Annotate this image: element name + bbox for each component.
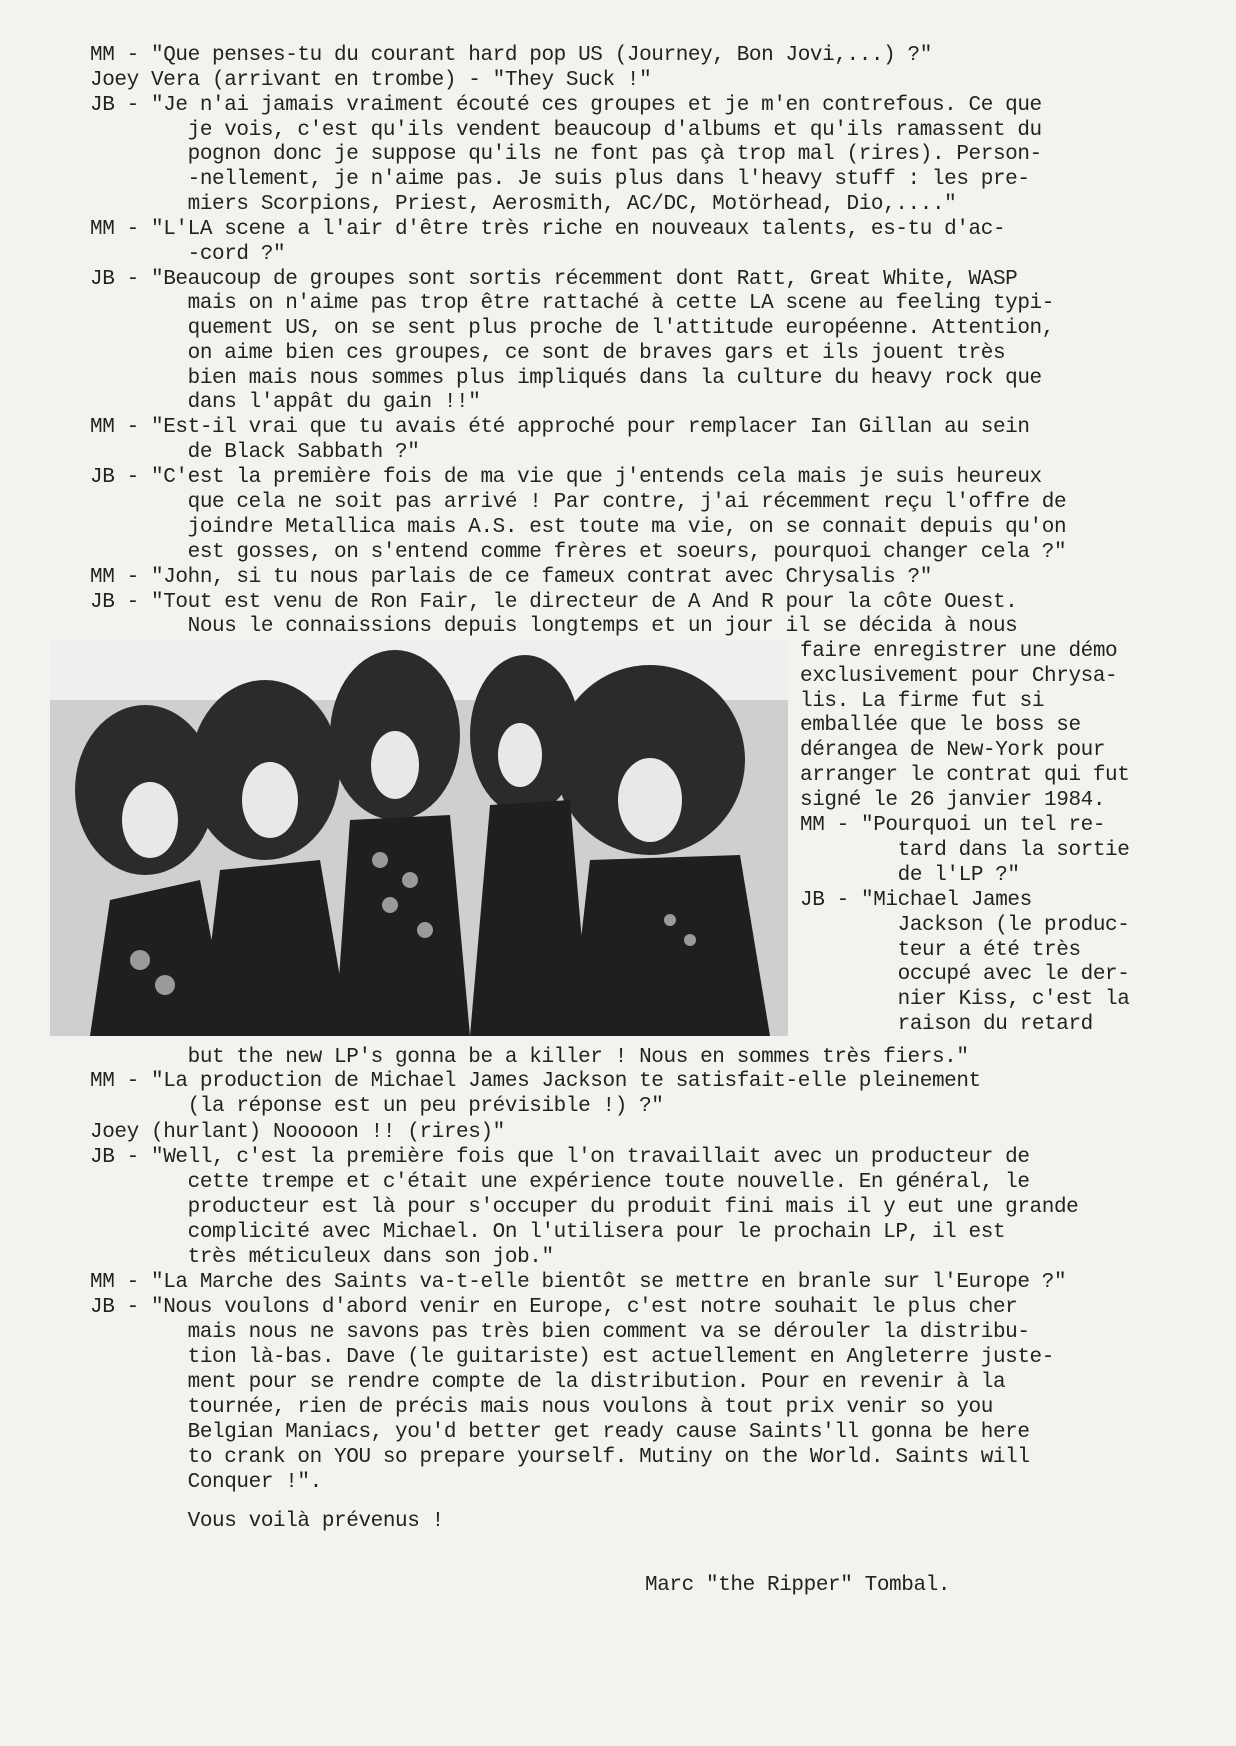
text-line: Joey (hurlant) Nooooon !! (rires)"	[90, 1121, 505, 1144]
text-line: but the new LP's gonna be a killer ! Nous en sommes très fiers."	[90, 1046, 969, 1069]
text-line: pognon donc je suppose qu'ils ne font pas çà trop mal (rires). Person-	[90, 143, 1042, 166]
text-line: Belgian Maniacs, you'd better get ready cause Saints'll gonna be here	[90, 1421, 1030, 1444]
text-line: MM - "Est-il vrai que tu avais été approché pour remplacer Ian Gillan au sein	[90, 416, 1030, 439]
text-line: dans l'appât du gain !!"	[90, 391, 481, 414]
text-line: que cela ne soit pas arrivé ! Par contre, j'ai récemment reçu l'offre de	[90, 491, 1067, 514]
text-line: Nous le connaissions depuis longtemps et un jour il se décida à nous	[90, 615, 1018, 638]
text-line: JB - "Well, c'est la première fois que l'on travaillait avec un producteur de	[90, 1146, 1030, 1169]
text-line: tion là-bas. Dave (le guitariste) est actuellement en Angleterre juste-	[90, 1346, 1054, 1369]
text-line: joindre Metallica mais A.S. est toute ma vie, on se connait depuis qu'on	[90, 516, 1067, 539]
text-line: Joey Vera (arrivant en trombe) - "They Suck !"	[90, 69, 652, 92]
text-line: est gosses, on s'entend comme frères et soeurs, pourquoi changer cela ?"	[90, 541, 1067, 564]
side-text-line: exclusivement pour Chrysa-	[800, 665, 1118, 688]
text-line: Conquer !".	[90, 1471, 322, 1494]
side-text-line: JB - "Michael James	[800, 889, 1032, 912]
text-line: je vois, c'est qu'ils vendent beaucoup d'albums et qu'ils ramassent du	[90, 119, 1042, 142]
text-line: de Black Sabbath ?"	[90, 441, 420, 464]
text-line: mais nous ne savons pas très bien comment va se dérouler la distribu-	[90, 1321, 1030, 1344]
text-line: MM - "L'LA scene a l'air d'être très riche en nouveaux talents, es-tu d'ac-	[90, 218, 1006, 241]
text-line: ment pour se rendre compte de la distribution. Pour en revenir à la	[90, 1371, 1006, 1394]
band-photo-graphic	[50, 640, 788, 1036]
text-line: JB - "Nous voulons d'abord venir en Europe, c'est notre souhait le plus cher	[90, 1296, 1018, 1319]
text-line: JB - "C'est la première fois de ma vie que j'entends cela mais je suis heureux	[90, 466, 1042, 489]
side-text-line: teur a été très	[800, 939, 1081, 962]
side-text-line: nier Kiss, c'est la	[800, 988, 1130, 1011]
text-line: to crank on YOU so prepare yourself. Mutiny on the World. Saints will	[90, 1446, 1030, 1469]
text-line: producteur est là pour s'occuper du produit fini mais il y eut une grande	[90, 1196, 1079, 1219]
side-text-line: raison du retard	[800, 1013, 1093, 1036]
text-line: miers Scorpions, Priest, Aerosmith, AC/DC, Motörhead, Dio,...."	[90, 193, 957, 216]
side-text-line: tard dans la sortie	[800, 839, 1130, 862]
side-text-line: signé le 26 janvier 1984.	[800, 789, 1106, 812]
text-line: très méticuleux dans son job."	[90, 1246, 554, 1269]
text-line: (la réponse est un peu prévisible !) ?"	[90, 1095, 664, 1118]
side-text-line: lis. La firme fut si	[800, 690, 1045, 713]
text-line: bien mais nous sommes plus impliqués dans la culture du heavy rock que	[90, 367, 1042, 390]
text-line: JB - "Je n'ai jamais vraiment écouté ces groupes et je m'en contrefous. Ce que	[90, 94, 1042, 117]
text-line: -cord ?"	[90, 243, 286, 266]
side-text-line: emballée que le boss se	[800, 714, 1081, 737]
side-text-line: arranger le contrat qui fut	[800, 764, 1130, 787]
text-line: MM - "John, si tu nous parlais de ce fameux contrat avec Chrysalis ?"	[90, 566, 932, 589]
text-line: MM - "La Marche des Saints va-t-elle bientôt se mettre en branle sur l'Europe ?"	[90, 1271, 1067, 1294]
text-line: JB - "Tout est venu de Ron Fair, le directeur de A And R pour la côte Ouest.	[90, 591, 1018, 614]
text-line: JB - "Beaucoup de groupes sont sortis récemment dont Ratt, Great White, WASP	[90, 268, 1018, 291]
side-text-line: de l'LP ?"	[800, 864, 1020, 887]
text-line: Vous voilà prévenus !	[90, 1510, 444, 1533]
side-text-line: faire enregistrer une démo	[800, 640, 1118, 663]
side-text-line: dérangea de New-York pour	[800, 739, 1106, 762]
text-line: mais on n'aime pas trop être rattaché à cette LA scene au feeling typi-	[90, 292, 1054, 315]
text-line: cette trempe et c'était une expérience toute nouvelle. En général, le	[90, 1171, 1030, 1194]
side-text-line: MM - "Pourquoi un tel re-	[800, 814, 1106, 837]
text-line: on aime bien ces groupes, ce sont de braves gars et ils jouent très	[90, 342, 1006, 365]
side-text-line: occupé avec le der-	[800, 963, 1130, 986]
text-line: MM - "Que penses-tu du courant hard pop US (Journey, Bon Jovi,...) ?"	[90, 44, 932, 67]
text-line: complicité avec Michael. On l'utilisera pour le prochain LP, il est	[90, 1221, 1006, 1244]
text-line: -nellement, je n'aime pas. Je suis plus dans l'heavy stuff : les pre-	[90, 168, 1030, 191]
text-line: tournée, rien de précis mais nous voulons à tout prix venir so you	[90, 1396, 993, 1419]
band-photo	[50, 640, 788, 1036]
signature: Marc "the Ripper" Tombal.	[645, 1574, 951, 1597]
text-line: quement US, on se sent plus proche de l'attitude européenne. Attention,	[90, 317, 1054, 340]
text-line: MM - "La production de Michael James Jackson te satisfait-elle pleinement	[90, 1070, 981, 1093]
side-text-line: Jackson (le produc-	[800, 914, 1130, 937]
